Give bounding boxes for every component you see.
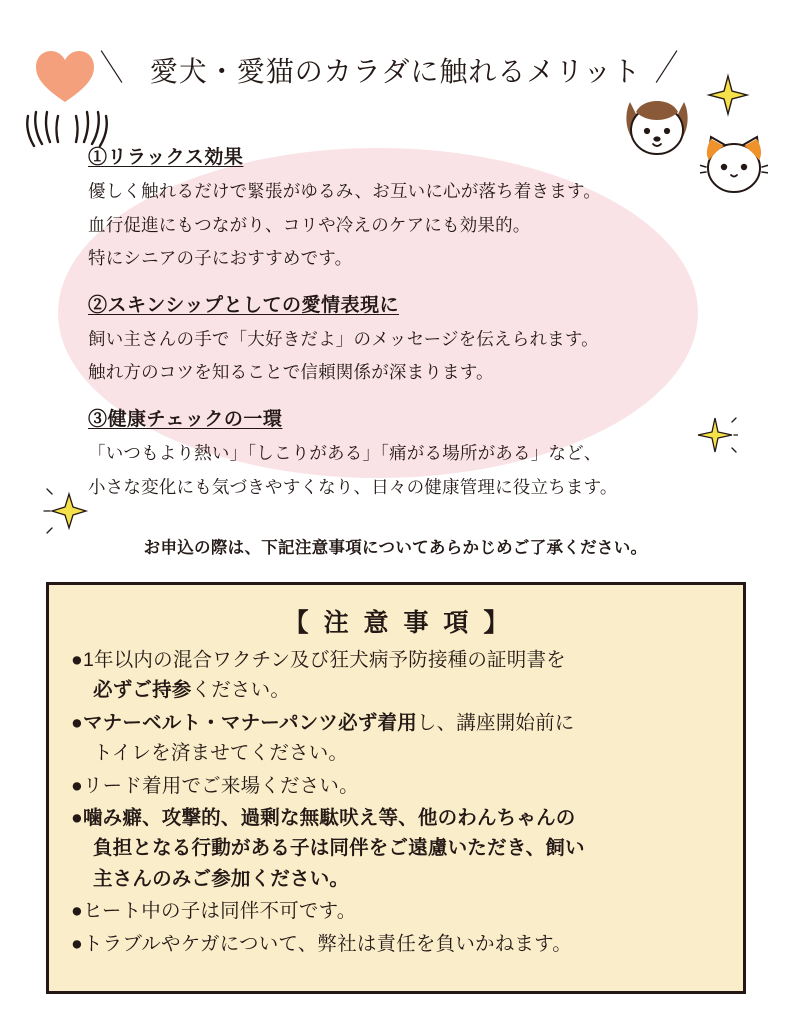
benefit-line: 優しく触れるだけで緊張がゆるみ、お互いに心が落ち着きます。: [88, 181, 601, 201]
page-title: 愛犬・愛猫のカラダに触れるメリット: [149, 56, 642, 87]
header-slash-right: ／: [648, 49, 685, 88]
page-header: [0, 40, 791, 100]
benefit-line: 特にシニアの子におすすめです。: [88, 248, 353, 269]
benefits-section: [88, 142, 728, 514]
benefit-group-1: [88, 142, 728, 276]
hands-icon: [22, 92, 112, 148]
list-item: [71, 929, 725, 959]
notice-line: ●トラブルやケガについて、弊社は責任を負いかねます。: [71, 932, 572, 955]
header-slash-left: ＼: [93, 49, 130, 88]
notice-line-bold: ●噛み癖、攻撃的、過剰な無駄吠え等、他のわんちゃんの: [71, 807, 576, 830]
list-item: [71, 803, 725, 894]
benefit-line: 小さな変化にも気づきやすくなり、日々の健康管理に役立ちます。: [88, 476, 618, 497]
cat-face-icon: [700, 134, 768, 196]
list-item: [71, 708, 725, 769]
sparkle-top-right-icon: [705, 72, 751, 118]
benefit-line: 「いつもより熱い」「しこりがある」「痛がる場所がある」など、: [88, 442, 602, 463]
benefit-heading-1: ①リラックス効果: [88, 147, 244, 168]
notice-line: ●リード着用でご来場ください。: [71, 774, 359, 797]
list-item: [71, 896, 725, 926]
notice-line-indent: トイレを済ませてください。: [93, 742, 349, 765]
notice-line-indent: [71, 675, 725, 705]
list-item: [71, 771, 725, 801]
notice-list: [71, 645, 725, 959]
benefit-heading-3: ③健康チェックの一環: [88, 408, 283, 430]
notice-line: [71, 712, 575, 734]
dog-face-icon: [622, 96, 692, 158]
notice-line-bold-indent: 主さんのみご参加ください。: [93, 867, 350, 890]
benefit-group-3: [88, 404, 728, 504]
notice-line-tail: ください。: [191, 679, 291, 702]
sparkle-left-icon: [42, 484, 96, 538]
notice-line-tail: し、講座開始前に: [416, 711, 575, 734]
benefit-heading-2: ②スキンシップとしての愛情表現に: [88, 294, 399, 316]
notice-lead-text: お申込の際は、下記注意事項についてあらかじめご了承ください。: [143, 539, 648, 557]
notice-box-title: 【 注 意 事 項 】: [283, 609, 513, 637]
notice-line-bold: 必ずご持参: [93, 679, 192, 702]
benefit-line: 血行促進にもつながり、コリや冷えのケアにも効果的。: [88, 214, 531, 235]
list-item: [71, 645, 725, 706]
notice-line: ●1年以内の混合ワクチン及び狂犬病予防接種の証明書を: [71, 649, 566, 671]
notice-line: ●ヒート中の子は同伴不可です。: [71, 900, 357, 923]
notice-line-bold: ●マナーベルト・マナーパンツ必ず着用: [71, 711, 417, 734]
notice-line-bold-indent: 負担となる行動がある子は同伴をご遠慮いただき、飼い: [93, 837, 585, 860]
benefit-line: 飼い主さんの手で「大好きだよ」のメッセージを伝えられます。: [88, 328, 599, 349]
sparkle-mid-right-icon: [692, 412, 738, 458]
benefit-group-2: [88, 290, 728, 390]
notice-box: [46, 582, 746, 994]
benefit-line: 触れ方のコツを知ることで信頼関係が深まります。: [88, 362, 494, 383]
